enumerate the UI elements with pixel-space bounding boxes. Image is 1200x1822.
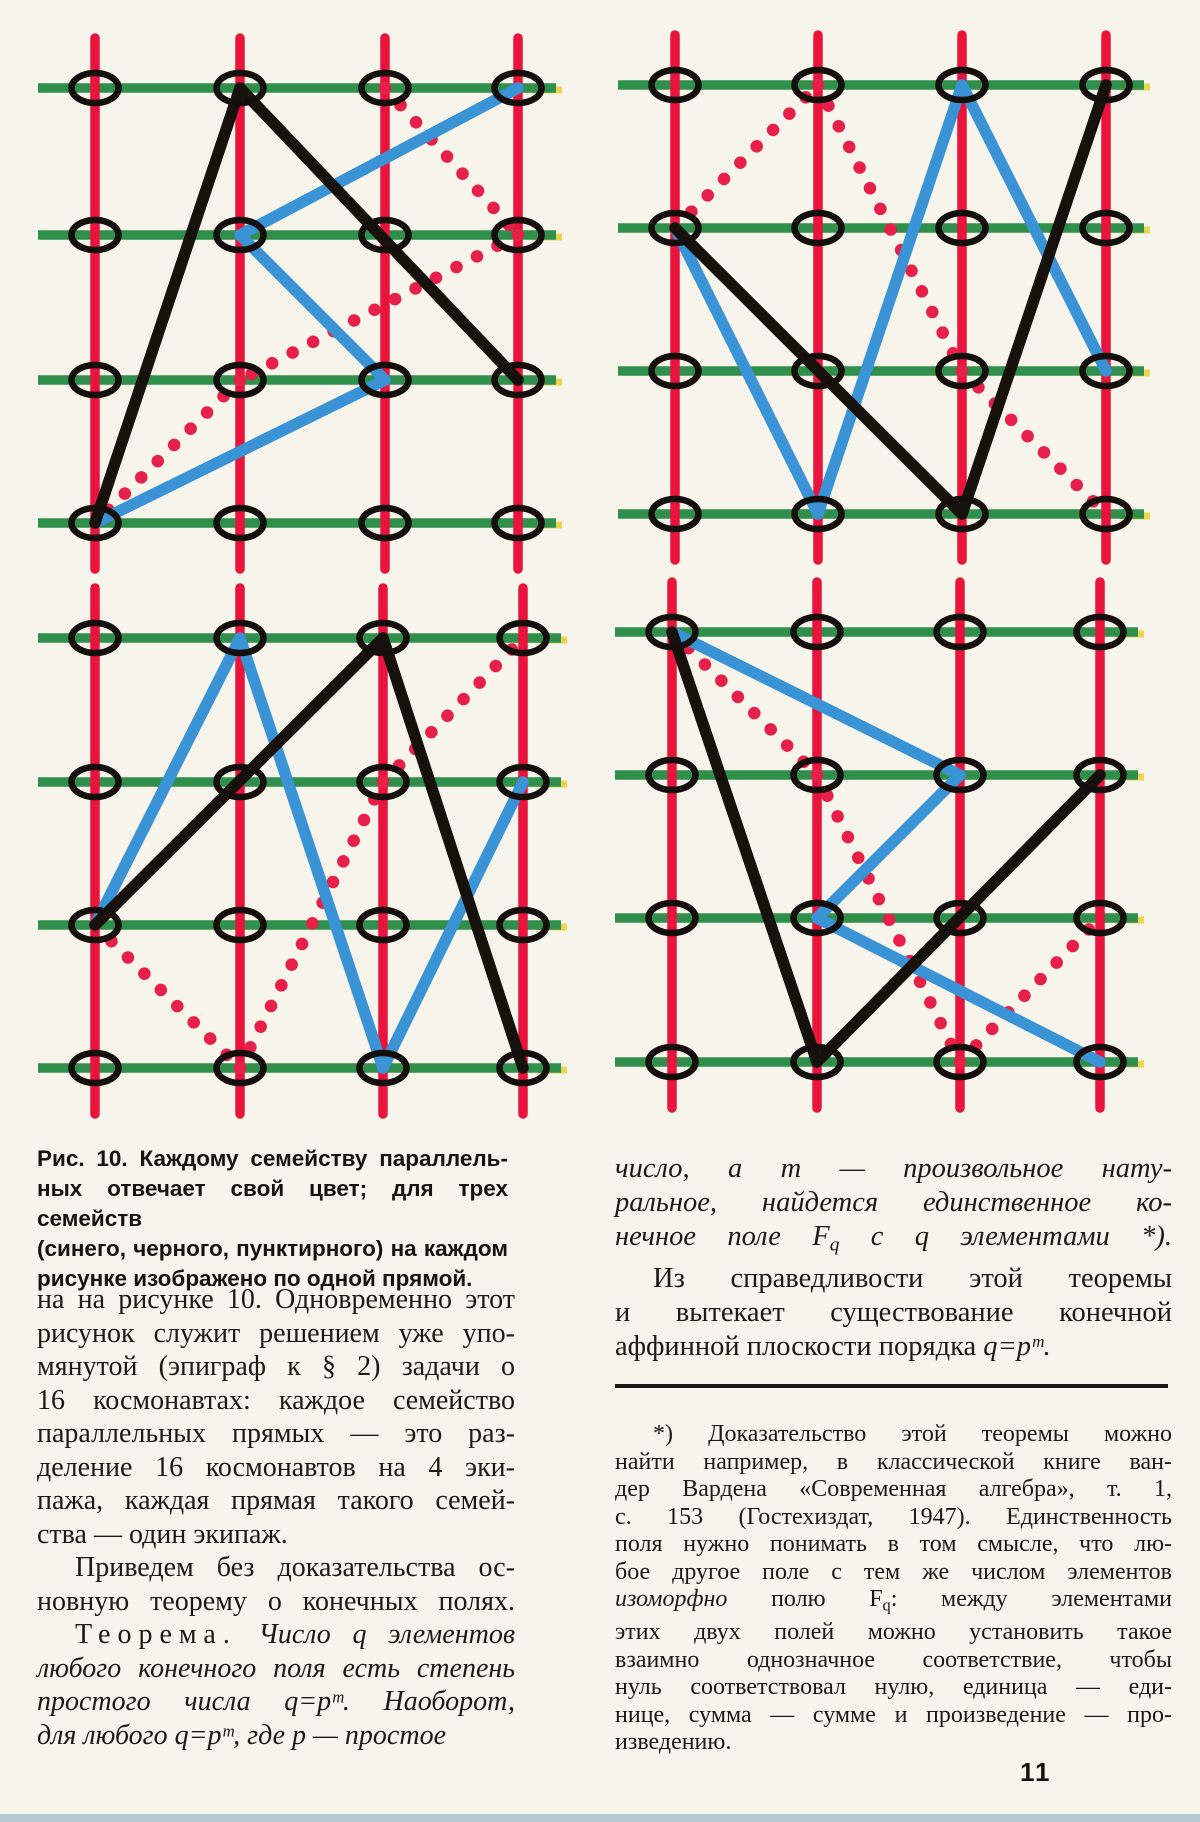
text-span: q bbox=[882, 1595, 891, 1615]
text-span: деление 16 космонавтов на 4 эки- bbox=[37, 1451, 515, 1483]
text-span: поля нужно понимать в том смысле, что лю- bbox=[615, 1531, 1172, 1557]
text-line bbox=[37, 1144, 508, 1174]
dotted-line-segment bbox=[95, 925, 240, 1068]
text-span: бое другое поле с тем же числом элементов bbox=[615, 1558, 1172, 1585]
text-line bbox=[37, 1518, 515, 1552]
text-span: найти например, в классической книге ван- bbox=[615, 1448, 1172, 1475]
text-line bbox=[615, 1729, 1172, 1757]
text-span bbox=[237, 1619, 259, 1650]
text-line bbox=[615, 1702, 1172, 1730]
text-span: на на рисунке 10. Одновременно этот bbox=[37, 1284, 515, 1315]
text-span: *) Доказательство этой теоремы можно bbox=[653, 1421, 1172, 1447]
text-span: взаимно однозначное соответствие, чтобы bbox=[615, 1646, 1172, 1673]
text-span: и вытекает существование конечной bbox=[615, 1297, 1172, 1329]
text-span: параллельных прямых — это раз- bbox=[37, 1418, 515, 1449]
dotted-line-segment bbox=[385, 88, 518, 235]
footnote-text bbox=[615, 1421, 1172, 1757]
text-span: (синего, черного, пунктирного) на каждом bbox=[37, 1236, 508, 1261]
text-span: ных отвечает свой цвет; для трех семейств bbox=[37, 1176, 508, 1231]
text-line bbox=[615, 1647, 1172, 1675]
text-span: пажа, каждая прямая такого семей- bbox=[37, 1485, 515, 1516]
text-span: . bbox=[1042, 1331, 1051, 1363]
footnote-rule bbox=[615, 1384, 1168, 1388]
text-span: Теорема. bbox=[75, 1619, 237, 1650]
text-line bbox=[615, 1586, 1172, 1619]
text-span: Приведем без доказательства ос- bbox=[75, 1552, 515, 1583]
text-span: Рис. 10. Каждому семейству параллель- bbox=[37, 1146, 508, 1171]
panel-bottom-left bbox=[38, 588, 567, 1114]
text-line bbox=[615, 1421, 1172, 1449]
text-span: дер Вардена «Современная алгебра», т. 1, bbox=[615, 1476, 1172, 1502]
text-span: с. 153 (Гостехиздат, 1947). Единственность bbox=[615, 1503, 1172, 1530]
text-line bbox=[615, 1186, 1172, 1220]
text-span: нечное поле F bbox=[615, 1221, 830, 1252]
text-span: q=pᵐ bbox=[983, 1331, 1043, 1363]
text-span: для любого q=pᵐ, где p — простое bbox=[37, 1719, 447, 1751]
text-line bbox=[37, 1384, 515, 1418]
panel-top-left bbox=[38, 38, 562, 569]
text-line bbox=[615, 1559, 1172, 1587]
text-span: новную теорему о конечных полях. bbox=[37, 1585, 515, 1617]
text-span: рисунке изображено по одной прямой. bbox=[37, 1266, 473, 1291]
text-span: нице, сумма — сумме и произведение — про- bbox=[615, 1701, 1172, 1728]
text-span: этих двух полей можно установить такое bbox=[615, 1619, 1172, 1646]
body-text-left-column bbox=[37, 1283, 515, 1752]
figure-caption bbox=[37, 1144, 508, 1294]
text-line bbox=[37, 1719, 515, 1753]
text-line bbox=[37, 1618, 515, 1652]
text-span: q bbox=[829, 1234, 840, 1256]
text-line bbox=[37, 1234, 508, 1264]
text-span: : между элементами bbox=[890, 1586, 1172, 1612]
dotted-line-segment bbox=[960, 918, 1100, 1062]
text-line bbox=[615, 1220, 1172, 1262]
blue-line-segment bbox=[817, 775, 960, 918]
text-span: изведению. bbox=[615, 1729, 732, 1756]
black-line-segment bbox=[383, 638, 523, 1068]
text-line bbox=[37, 1484, 515, 1518]
text-span: число, а m — произвольное нату- bbox=[615, 1153, 1172, 1184]
text-line bbox=[615, 1262, 1172, 1296]
text-line bbox=[37, 1652, 515, 1686]
text-span: нуль соответствовал нулю, единица — еди- bbox=[615, 1674, 1172, 1701]
text-line bbox=[37, 1551, 515, 1585]
scan-edge-strip bbox=[0, 1814, 1200, 1822]
text-span: любого конечного поля есть степень bbox=[37, 1652, 515, 1684]
text-span: мянутой (эпиграф к § 2) задачи о bbox=[37, 1351, 515, 1382]
text-span: 16 космонавтах: каждое семейство bbox=[37, 1384, 515, 1416]
page-number: 11 bbox=[1020, 1757, 1052, 1787]
text-line bbox=[615, 1619, 1172, 1647]
panel-top-right bbox=[618, 35, 1150, 560]
black-line-segment bbox=[962, 85, 1106, 514]
text-line bbox=[615, 1152, 1172, 1186]
text-span: Из справедливости этой теоремы bbox=[653, 1263, 1172, 1295]
text-span: ства — один экипаж. bbox=[37, 1518, 288, 1550]
text-line bbox=[615, 1476, 1172, 1504]
text-span: полю F bbox=[727, 1586, 883, 1612]
text-line bbox=[37, 1417, 515, 1451]
text-span: Число q элементов bbox=[258, 1619, 515, 1650]
body-text-right-column bbox=[615, 1152, 1172, 1364]
text-span: рисунок служит решением уже упо- bbox=[37, 1317, 515, 1349]
text-line bbox=[37, 1685, 515, 1719]
text-line bbox=[615, 1504, 1172, 1532]
text-line bbox=[615, 1449, 1172, 1477]
text-line bbox=[37, 1350, 515, 1384]
text-line bbox=[37, 1174, 508, 1234]
text-span: аффинной плоскости порядка bbox=[615, 1331, 984, 1363]
text-span: простого числа q=pᵐ. Наоборот, bbox=[37, 1686, 515, 1717]
text-line bbox=[615, 1674, 1172, 1702]
blue-line-segment bbox=[240, 88, 518, 235]
text-span: изоморфно bbox=[615, 1586, 728, 1612]
text-line bbox=[37, 1585, 515, 1619]
text-line bbox=[37, 1451, 515, 1485]
text-line bbox=[37, 1317, 515, 1351]
text-line bbox=[615, 1296, 1172, 1330]
dotted-line-segment bbox=[675, 85, 818, 228]
text-span: с q элементами *). bbox=[839, 1221, 1172, 1252]
blue-line-segment bbox=[240, 235, 385, 380]
panel-bottom-right bbox=[615, 582, 1144, 1108]
text-line bbox=[37, 1283, 515, 1317]
dotted-line-segment bbox=[240, 235, 518, 380]
text-line bbox=[615, 1330, 1172, 1364]
text-span: ральное, найдется единственное ко- bbox=[615, 1187, 1172, 1218]
text-line bbox=[615, 1531, 1172, 1559]
